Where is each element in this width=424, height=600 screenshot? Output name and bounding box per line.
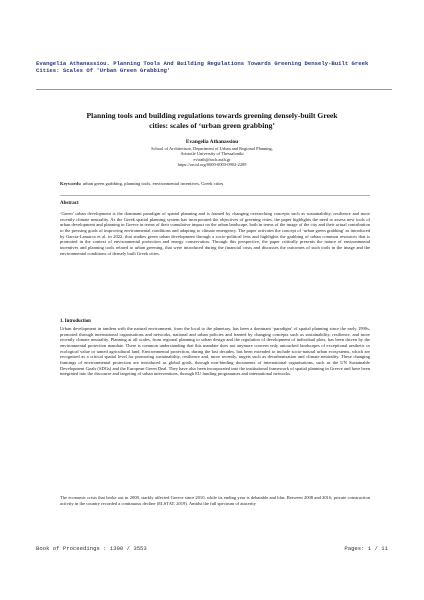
keywords-rule <box>60 195 370 196</box>
author-email: evirath@arch.auth.gr <box>193 156 231 162</box>
footer-pages: Pages: 1 / 11 <box>344 545 388 552</box>
author-orcid: https://orcid.org/0000-0003-0902-2209 <box>177 162 247 168</box>
introduction-heading: 1. Introduction <box>60 319 91 324</box>
header-rule <box>36 89 392 90</box>
author-affiliation <box>80 146 344 168</box>
abstract-text: ‘Green’ urban development is the dominant paradigm of spatial planning and is framed by changing overarching concepts such as sustainability, resilience and more recently climate neutrality. As the Greek spatial planning system has incorporated the objectives of greening cities, the paper highlights the need to assess new tools of urban development and planning in Greece in terms of their cumulative impact on the urban landscape, both in terms of the image of the city and their actual contribution to the pressing goals of improving environmental conditions and adapting to climate emergency. The paper activates the concept of ‘urban green grabbing’ as introduced by Garcia-Lamarca et al. in 2022, that studies green urban development through a socio-political lens and highlights the grabbing of urban common resources that is promoted in the context of environmental protection and energy conservation. Through this perspective, the paper critically presents the nature of environmental incentives and planning tools related to urban greening, that were introduced during the financial crisis and discusses the outcomes of such tools in the image and the environmental conditions of densely built Greek cities. <box>60 211 370 256</box>
abstract-heading: Abstract <box>60 201 79 206</box>
introduction-paragraph-2: The economic crisis that broke out in 2008, starkly affected Greece since 2010, while its ending year is debatable and blur. Between 2008 and 2016, private construction activity in the country recorded a continuous decline (ELSTAT, 2019). Amidst the full spectrum of austerity <box>60 495 370 506</box>
affiliation-line: School of Architecture, Department of Urban and Regional Planning, <box>151 146 273 151</box>
keywords <box>60 181 370 187</box>
author-name: Evangelia Athanassiou <box>185 139 239 145</box>
footer-proceedings: Book of Proceedings : 1300 / 3553 <box>36 545 147 552</box>
paper-title: Planning tools and building regulations towards greening densely-built Greek cities: scales of ‘urban green grabbing’ <box>86 111 338 130</box>
affiliation-line: Aristotle University of Thessaloniki <box>180 151 244 157</box>
keywords-text: urban green grabbing, planning tools, environmental incentives, Greek cities <box>82 181 224 186</box>
running-head: Evangelia Athanassiou. Planning Tools And Building Regulations Towards Greening Densely-Built Greek Cities: Scales Of 'Urban Green Grabbing' <box>36 60 369 74</box>
introduction-paragraph-1: Urban development in tandem with the natural environment, from the local to the planetary, has been a dominant ‘paradigm’ of spatial planning since the early 1990s, promoted through international organisations and networks, national and urban policies and framed by changing concepts such as sustainability, resilience, and more recently climate neutrality. Planning at all scales, from regional planning to urban design and the regulation of development of individual plots, has been driven by the environmental protection mandate. There is common understanding that this mandate does not anymore concern only untouched landscapes of exceptional aesthetic or ecological value or tamed agricultural land. Environmental protection, during the last decades, has been extended to include socio-natural urban ecosystems, which are recognised as a critical spatial level for promoting sustainability, resilience and, more recently, targets such as decarbonisation and climate neutrality. These changing framings of environmental protection are introduced as global goals, through non-binding documents of international organisations, such as the UN Sustainable Development Goals (SDGs) and the European Green Deal. They have also been incorporated into the institutional framework of spatial planning in Greece and have been integrated into the discourse and targeting of urban interventions, through EU funding programmes and international networks. <box>60 326 370 377</box>
keywords-label: Keywords: <box>60 181 82 186</box>
